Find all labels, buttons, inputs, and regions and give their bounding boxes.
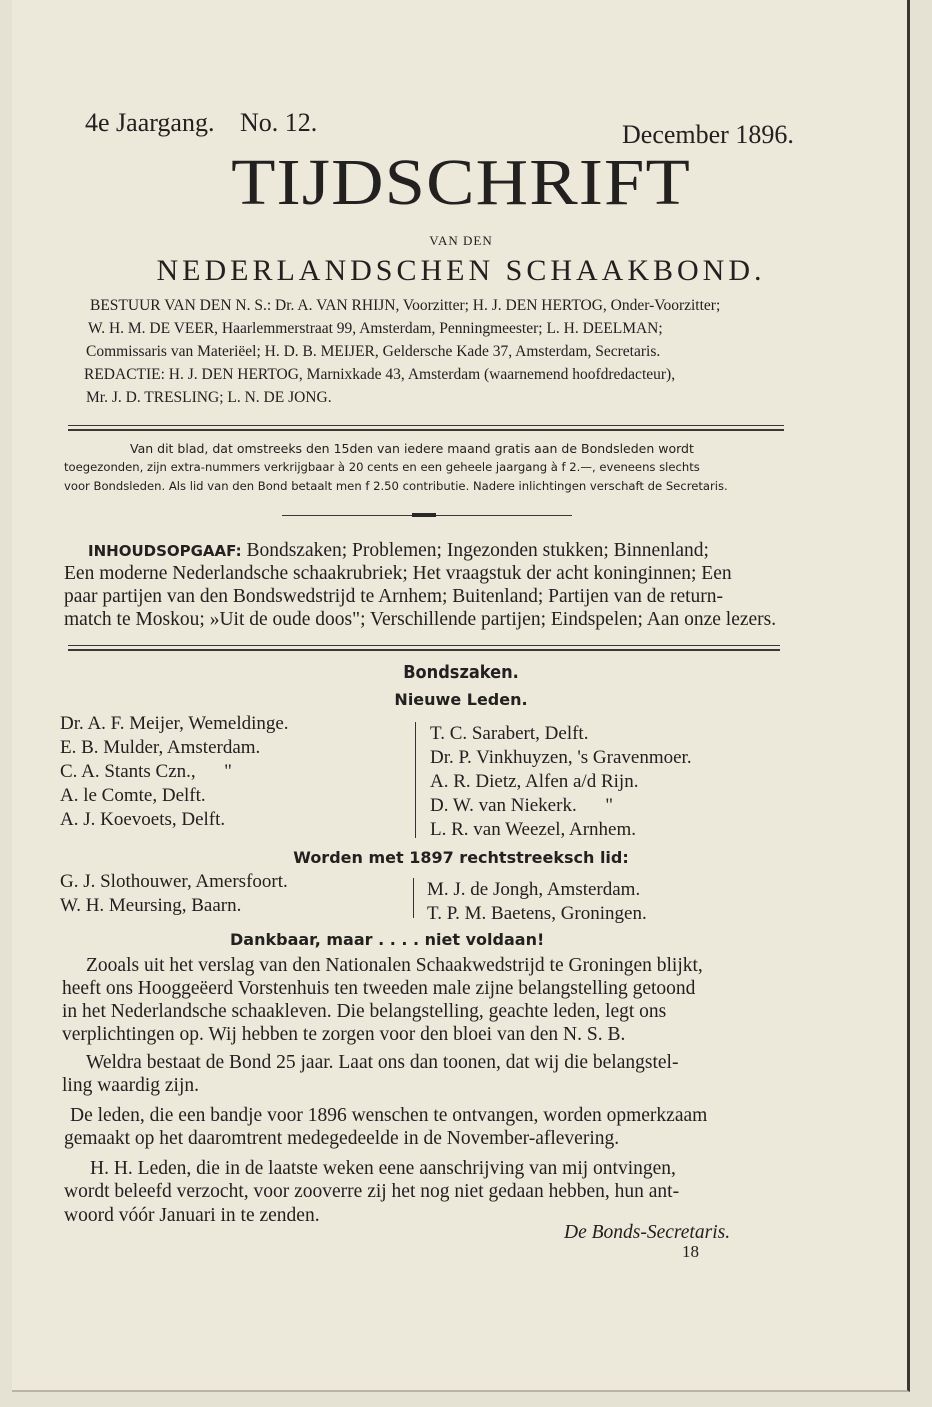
member-entry: E. B. Mulder, Amsterdam. bbox=[60, 737, 261, 758]
page-number: 18 bbox=[682, 1242, 699, 1261]
paragraph-line: Weldra bestaat de Bond 25 jaar. Laat ons dan toonen, dat wij die belangstel- bbox=[86, 1052, 679, 1073]
contents-first-line bbox=[88, 540, 709, 562]
divider-rule bbox=[68, 429, 784, 431]
divider-ornament bbox=[412, 513, 436, 517]
section-heading: Bondszaken. bbox=[403, 662, 519, 683]
member-entry: W. H. Meursing, Baarn. bbox=[60, 895, 242, 916]
paragraph-line: verplichtingen op. Wij hebben te zorgen voor den bloei van den N. S. B. bbox=[62, 1024, 626, 1045]
paragraph-line: in het Nederlandsche schaakleven. Die belangstelling, geachte leden, legt ons bbox=[62, 1001, 667, 1022]
paragraph-line: H. H. Leden, die in de laatste weken eene aanschrijving van mij ontvingen, bbox=[90, 1158, 676, 1179]
paragraph-line: woord vóór Januari in te zenden. bbox=[64, 1205, 320, 1226]
journal-van-den: VAN DEN bbox=[429, 233, 493, 248]
contents-label: INHOUDSOPGAAF: bbox=[88, 542, 242, 560]
divider-rule bbox=[68, 649, 780, 651]
member-entry: A. J. Koevoets, Delft. bbox=[60, 809, 226, 830]
member-entry: A. R. Dietz, Alfen a/d Rijn. bbox=[430, 771, 639, 792]
bestuur-line: W. H. M. DE VEER, Haarlemmerstraat 99, Amsterdam, Penningmeester; L. H. DEELMAN; bbox=[88, 320, 663, 337]
member-entry: A. le Comte, Delft. bbox=[60, 785, 206, 806]
notice-line: Van dit blad, dat omstreeks den 15den van iedere maand gratis aan de Bondsleden wordt bbox=[130, 441, 694, 456]
bestuur-line: BESTUUR VAN DEN N. S.: Dr. A. VAN RHIJN, Voorzitter; H. J. DEN HERTOG, Onder-Voorzitter; bbox=[90, 297, 721, 314]
journal-subtitle: NEDERLANDSCHEN SCHAAKBOND. bbox=[156, 254, 766, 287]
member-entry: D. W. van Niekerk. " bbox=[430, 795, 613, 816]
contents-line: paar partijen van den Bondswedstrijd te Arnhem; Buitenland; Partijen van de return- bbox=[64, 586, 724, 607]
direct-members-heading: Worden met 1897 rechtstreeksch lid: bbox=[293, 848, 629, 867]
paragraph-line: wordt beleefd verzocht, voor zooverre zij het nog niet gedaan hebben, hun ant- bbox=[64, 1181, 680, 1202]
redactie-line: Mr. J. D. TRESLING; L. N. DE JONG. bbox=[86, 389, 332, 406]
paragraph-line: De leden, die een bandje voor 1896 wenschen te ontvangen, worden opmerkzaam bbox=[70, 1105, 708, 1126]
journal-title: TIJDSCHRIFT bbox=[231, 146, 691, 219]
member-entry: T. C. Sarabert, Delft. bbox=[430, 723, 589, 744]
notice-line: toegezonden, zijn extra-nummers verkrijgbaar à 20 cents en een geheele jaargang à f 2.—, eveneens slechts bbox=[64, 460, 700, 474]
page bbox=[12, 0, 910, 1392]
column-separator bbox=[415, 722, 416, 838]
new-members-left bbox=[60, 712, 289, 832]
divider-rule bbox=[68, 425, 784, 426]
paragraph-line: heeft ons Hooggeëerd Vorstenhuis ten tweeden male zijne belangstelling getoond bbox=[62, 978, 696, 999]
member-entry: Dr. A. F. Meijer, Wemeldinge. bbox=[60, 713, 289, 734]
new-members-right bbox=[430, 722, 692, 842]
member-entry: M. J. de Jongh, Amsterdam. bbox=[427, 879, 641, 900]
direct-members-right bbox=[427, 878, 647, 926]
paragraph-line: gemaakt op het daaromtrent medegedeelde in de November-aflevering. bbox=[64, 1128, 620, 1149]
signature: De Bonds-Secretaris. bbox=[564, 1222, 731, 1243]
paragraph-line: ling waardig zijn. bbox=[62, 1075, 200, 1096]
issue-date: December 1896. bbox=[622, 120, 794, 149]
divider-rule bbox=[68, 645, 780, 646]
contents-line: Een moderne Nederlandsche schaakrubriek; Het vraagstuk der acht koninginnen; Een bbox=[64, 563, 732, 584]
member-entry: L. R. van Weezel, Arnhem. bbox=[430, 819, 637, 840]
redactie-line: REDACTIE: H. J. DEN HERTOG, Marnixkade 43, Amsterdam (waarnemend hoofdredacteur), bbox=[84, 366, 676, 383]
member-entry: Dr. P. Vinkhuyzen, 's Gravenmoer. bbox=[430, 747, 692, 768]
contents-line: match te Moskou; »Uit de oude doos"; Verschillende partijen; Eindspelen; Aan onze lezers. bbox=[64, 609, 777, 630]
issue-number: No. 12. bbox=[240, 108, 318, 137]
column-separator bbox=[413, 878, 414, 918]
member-entry: T. P. M. Baetens, Groningen. bbox=[427, 903, 647, 924]
bestuur-line: Commissaris van Materiëel; H. D. B. MEIJER, Geldersche Kade 37, Amsterdam, Secretaris. bbox=[86, 343, 661, 360]
paragraph-line: Zooals uit het verslag van den Nationalen Schaakwedstrijd te Groningen blijkt, bbox=[86, 955, 703, 976]
thanks-heading: Dankbaar, maar . . . . niet voldaan! bbox=[230, 930, 545, 949]
new-members-heading: Nieuwe Leden. bbox=[394, 690, 528, 709]
member-entry: G. J. Slothouwer, Amersfoort. bbox=[60, 871, 288, 892]
contents-text: Bondszaken; Problemen; Ingezonden stukken; Binnenland; bbox=[241, 540, 709, 561]
member-entry: C. A. Stants Czn., " bbox=[60, 761, 232, 782]
notice-line: voor Bondsleden. Als lid van den Bond betaalt men f 2.50 contributie. Nadere inlichtingen verschaft de Secretaris. bbox=[64, 479, 728, 493]
volume-label: 4e Jaargang. bbox=[85, 108, 215, 137]
direct-members-left bbox=[60, 870, 288, 918]
